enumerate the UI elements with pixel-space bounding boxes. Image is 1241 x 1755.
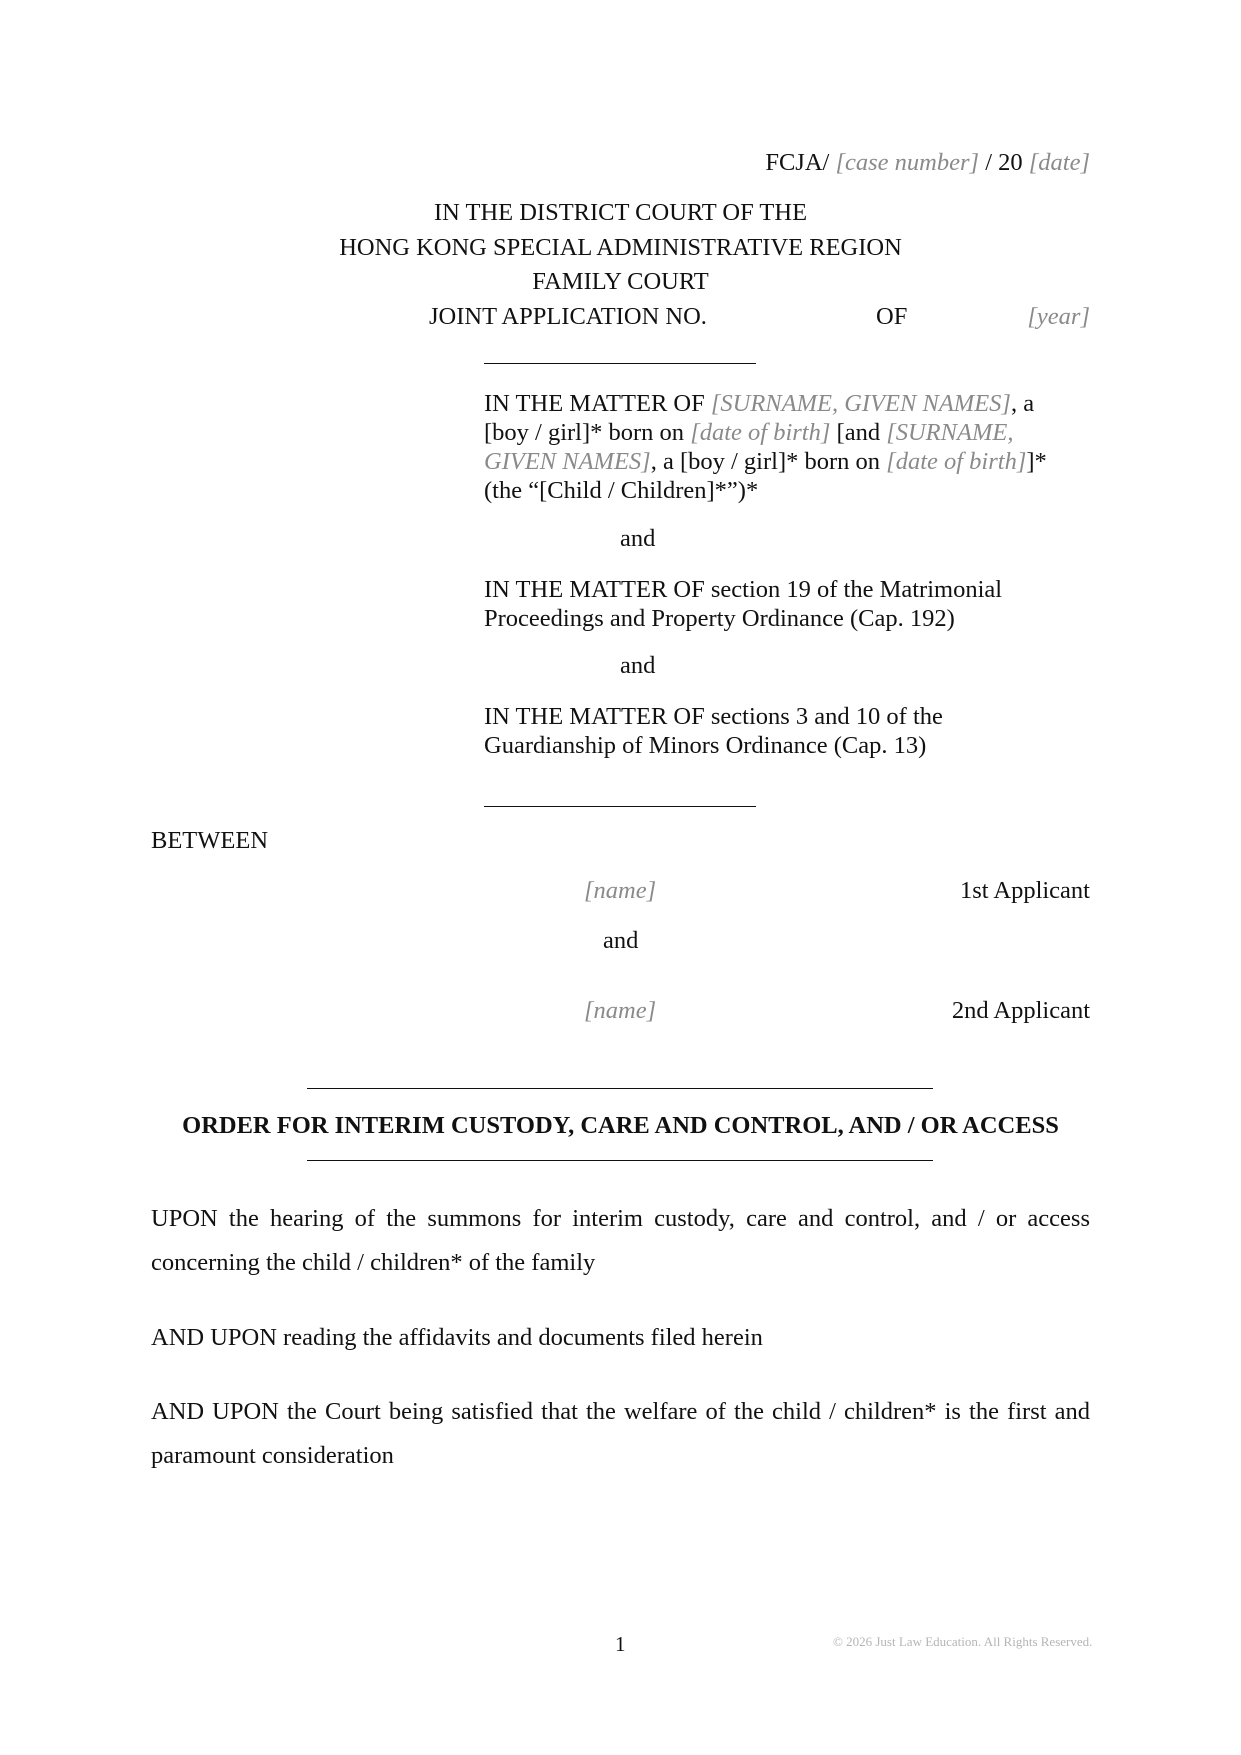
child1-name-placeholder: [SURNAME, GIVEN NAMES] [710,390,1011,417]
divider [484,363,756,364]
title-rule-top [307,1088,933,1089]
title-rule-bottom [307,1160,933,1161]
child1-dob-placeholder: [date of birth] [690,419,831,446]
case-ref-separator: / 20 [985,149,1023,176]
year-placeholder: [year] [1027,303,1090,330]
court-heading-line1: IN THE DISTRICT COURT OF THE [433,199,808,226]
parties-and: and [603,927,639,954]
matter-gmo: IN THE MATTER OF sections 3 and 10 of the Guardianship of Minors Ordinance (Cap. 13) [484,703,943,759]
divider [484,806,756,807]
joint-application-label: JOINT APPLICATION NO. [429,303,707,330]
copyright-notice: © 2026 Just Law Education. All Rights Reserved. [833,1634,1093,1649]
child2-dob-placeholder: [date of birth] [886,448,1027,475]
child2-name-placeholder-a: [SURNAME, [886,419,1014,446]
order-title: ORDER FOR INTERIM CUSTODY, CARE AND CONTROL, AND / OR ACCESS [182,1112,1059,1139]
between-label: BETWEEN [151,827,269,854]
applicant2-role: 2nd Applicant [951,997,1090,1024]
recital-affidavits: AND UPON reading the affidavits and documents filed herein [151,1324,763,1351]
case-number-placeholder: [case number] [835,149,980,176]
and-connector-2: and [620,652,656,679]
page-number: 1 [615,1632,626,1656]
matter-mppo: IN THE MATTER OF section 19 of the Matrimonial Proceedings and Property Ordinance (Cap. 192) [484,576,1003,632]
and-connector-1: and [620,525,656,552]
applicant1-role: 1st Applicant [960,877,1090,904]
of-label: OF [876,303,908,330]
court-heading-line3: FAMILY COURT [532,268,709,295]
recital-welfare: AND UPON the Court being satisfied that the welfare of the child / children* is the first and paramount consideration [151,1398,1090,1469]
recital-hearing: UPON the hearing of the summons for interim custody, care and control, and / or access concerning the child / children* of the family [151,1205,1090,1276]
case-reference [765,149,1090,177]
case-date-placeholder: [date] [1028,149,1090,176]
applicant2-name-placeholder: [name] [584,997,657,1024]
case-ref-prefix: FCJA/ [765,149,830,176]
child2-name-placeholder-b: GIVEN NAMES] [484,448,651,475]
applicant1-name-placeholder: [name] [584,877,657,904]
matter-child: IN THE MATTER OF [SURNAME, GIVEN NAMES], a [boy / girl]* born on [date of birth] [and [SURNAME, GIVEN NAMES], a [boy / girl]* born on [date of birth]]* (the “[Child / Children]*”)* [484,390,1047,504]
court-heading-line2: HONG KONG SPECIAL ADMINISTRATIVE REGION [339,234,902,261]
